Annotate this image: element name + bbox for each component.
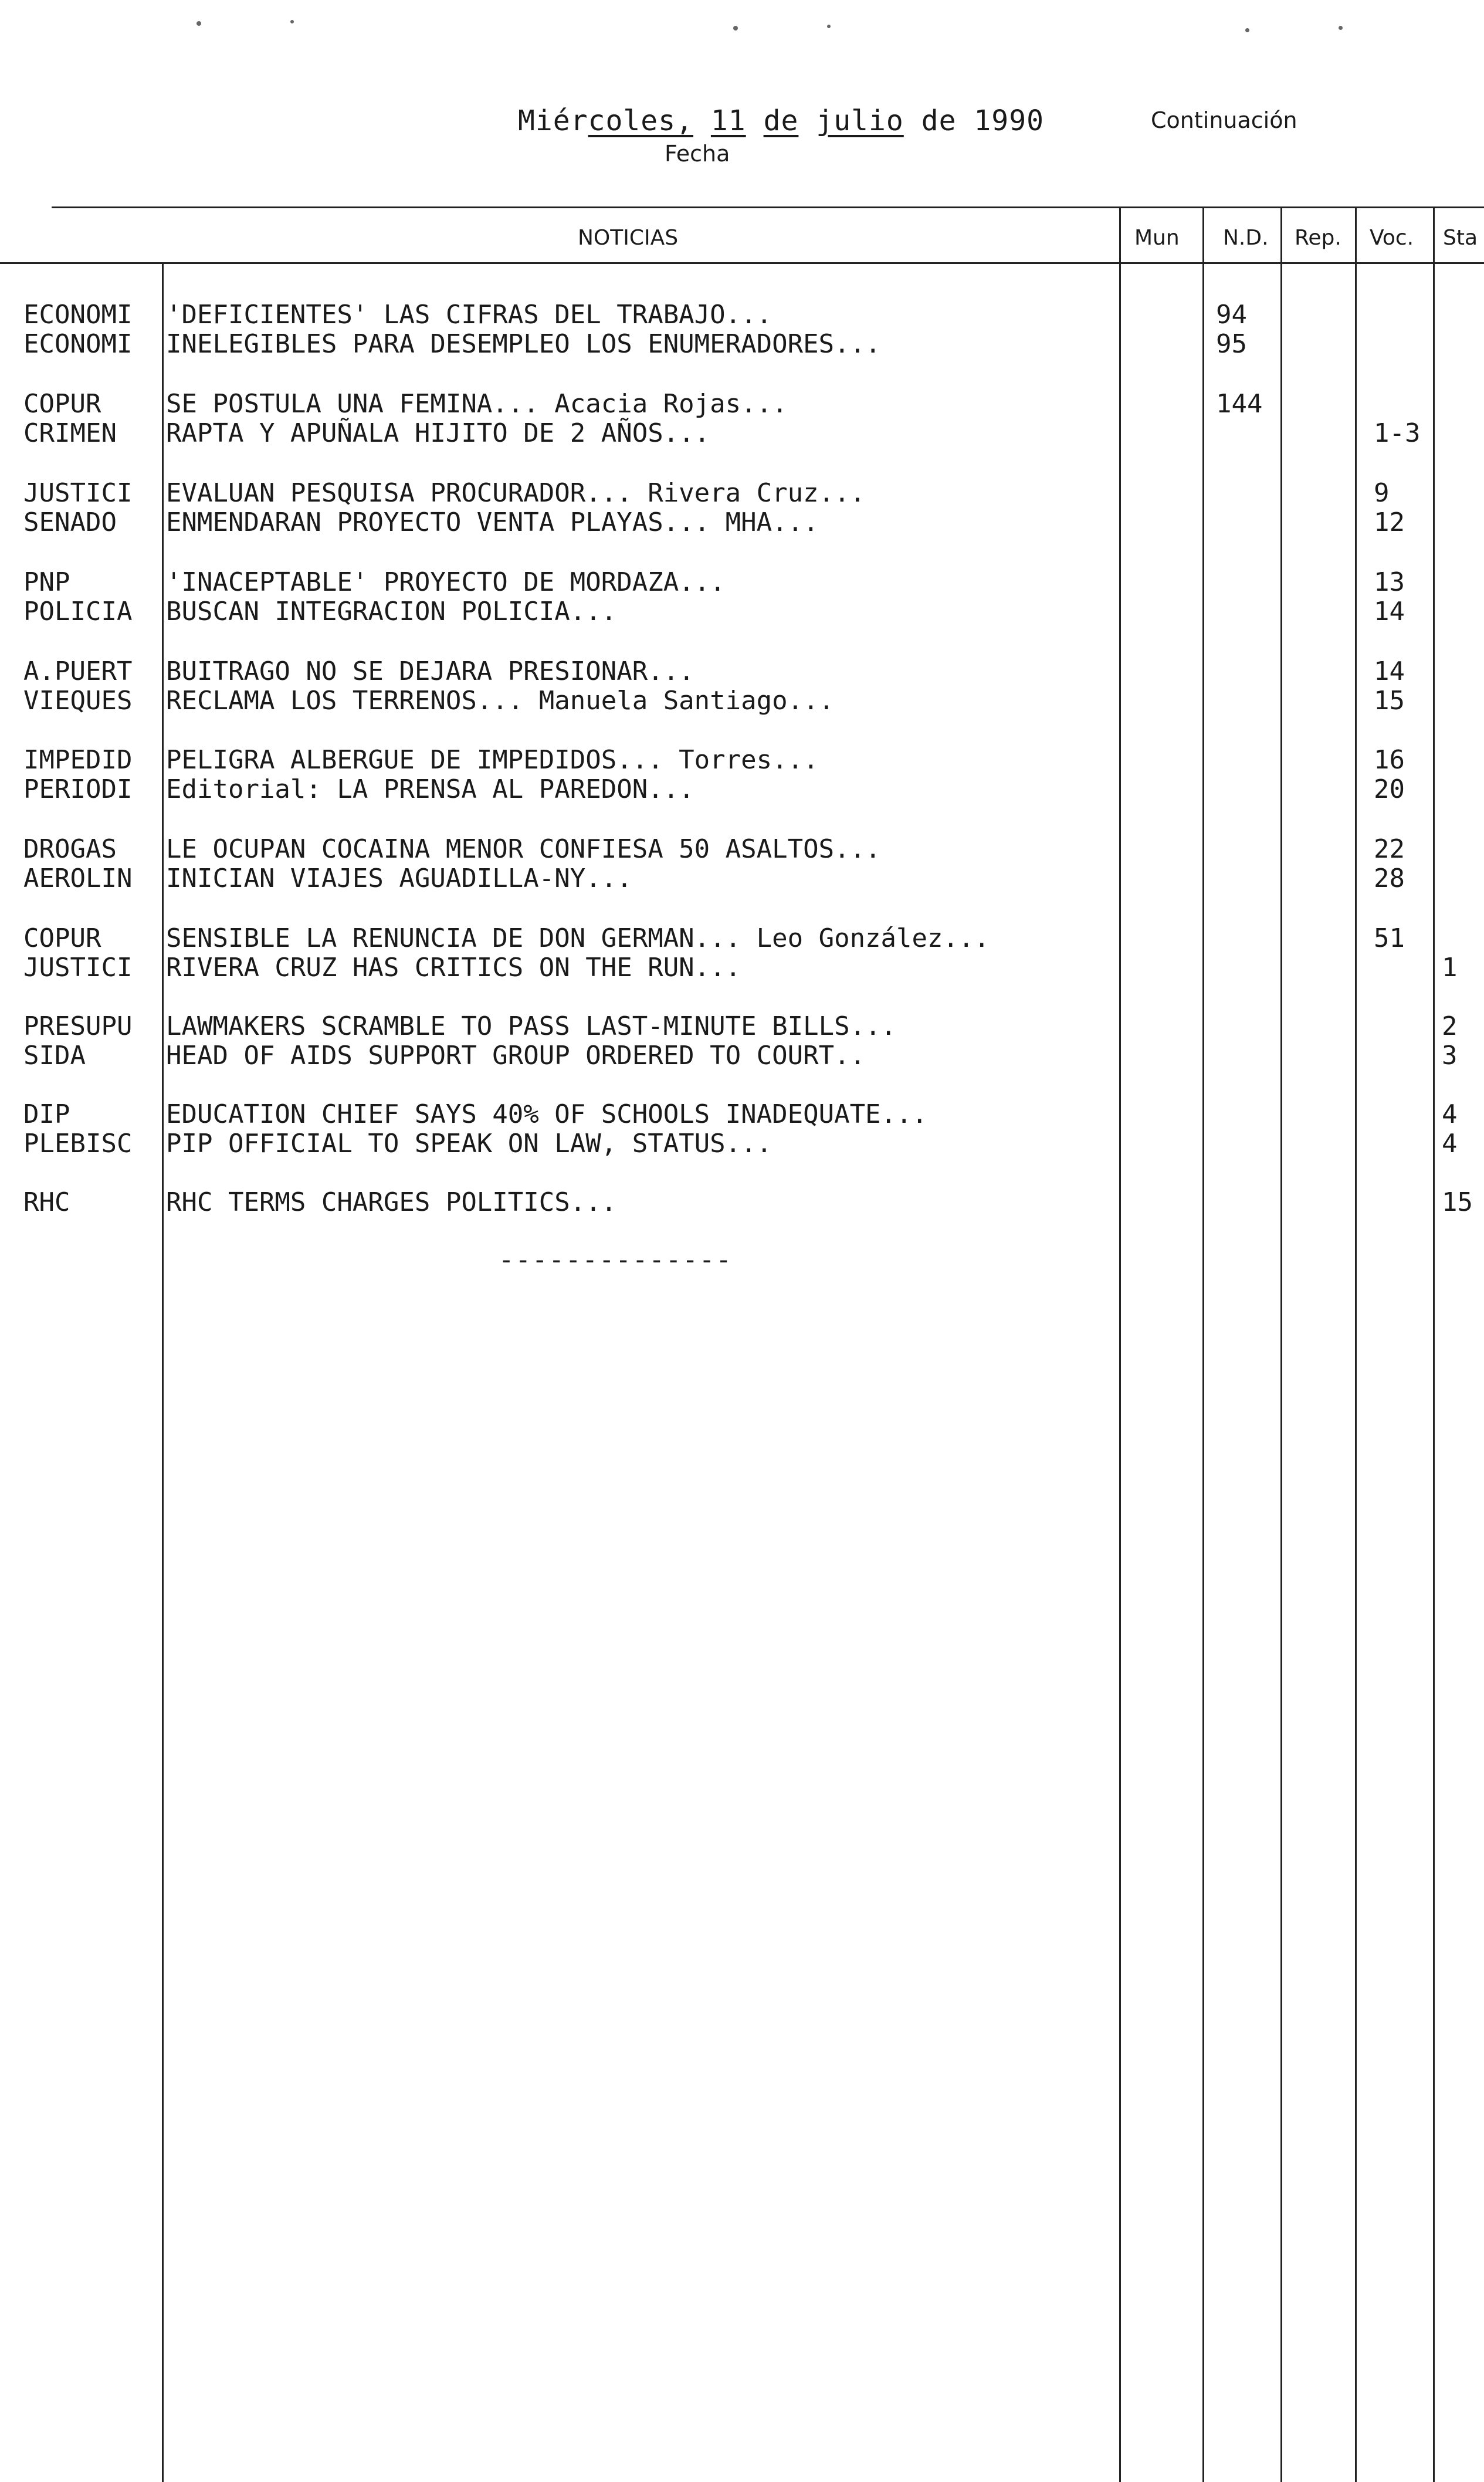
- headline-cell: EDUCATION CHIEF SAYS 40% OF SCHOOLS INADEQUATE...: [166, 1099, 928, 1129]
- category-cell: IMPEDID: [23, 745, 133, 775]
- day: 11: [710, 104, 746, 137]
- voc-cell: 51: [1374, 923, 1405, 953]
- headline-cell: HEAD OF AIDS SUPPORT GROUP ORDERED TO COURT..: [166, 1041, 866, 1071]
- sta-left-rule: [1433, 206, 1435, 2482]
- voc-cell: 15: [1374, 686, 1405, 716]
- headline-cell: BUSCAN INTEGRACION POLICIA...: [166, 597, 617, 627]
- nd-left-rule: [1202, 206, 1204, 2482]
- table-row: [0, 775, 1484, 804]
- category-cell: JUSTICI: [23, 478, 133, 508]
- voc-cell: 14: [1374, 597, 1405, 627]
- table-row: [0, 419, 1484, 448]
- mun-left-rule: [1119, 206, 1121, 2482]
- sta-cell: 2: [1442, 1011, 1458, 1041]
- category-cell: VIEQUES: [23, 686, 133, 716]
- voc-cell: 28: [1374, 864, 1405, 893]
- col-voc: Voc.: [1370, 226, 1414, 250]
- voc-cell: 9: [1374, 478, 1390, 508]
- table-row: [0, 746, 1484, 775]
- headline-cell: LAWMAKERS SCRAMBLE TO PASS LAST-MINUTE BILLS...: [166, 1011, 897, 1041]
- col-nd: N.D.: [1223, 226, 1269, 250]
- month: julio: [816, 104, 904, 137]
- headline-cell: RAPTA Y APUÑALA HIJITO DE 2 AÑOS...: [166, 418, 710, 448]
- weekday-suffix: coles,: [588, 104, 693, 137]
- col-noticias: NOTICIAS: [578, 226, 679, 250]
- headline-cell: EVALUAN PESQUISA PROCURADOR... Rivera Cruz...: [166, 478, 866, 508]
- category-cell: PERIODI: [23, 774, 133, 804]
- weekday-prefix: Miér: [518, 104, 588, 137]
- table-row: [0, 390, 1484, 419]
- table-row: [0, 330, 1484, 359]
- category-cell: A.PUERT: [23, 656, 133, 686]
- nd-cell: 144: [1216, 389, 1263, 419]
- headline-cell: ENMENDARAN PROYECTO VENTA PLAYAS... MHA...: [166, 507, 819, 537]
- sta-cell: 15: [1442, 1187, 1473, 1217]
- table-row: [0, 686, 1484, 716]
- table-row: [0, 1129, 1484, 1159]
- scan-speck: [827, 25, 831, 28]
- sta-cell: 4: [1442, 1129, 1458, 1159]
- nd-cell: 94: [1216, 300, 1247, 330]
- col-mun: Mun: [1134, 226, 1180, 250]
- table-row: [0, 1012, 1484, 1041]
- date-line: [518, 104, 1044, 137]
- sta-cell: 4: [1442, 1099, 1458, 1129]
- table-top-rule: [52, 206, 1484, 208]
- sta-cell: 3: [1442, 1041, 1458, 1071]
- category-cell: COPUR: [23, 389, 101, 419]
- table-row: [0, 1188, 1484, 1217]
- category-cell: SIDA: [23, 1041, 86, 1071]
- headline-cell: Editorial: LA PRENSA AL PAREDON...: [166, 774, 694, 804]
- voc-cell: 16: [1374, 745, 1405, 775]
- category-cell: SENADO: [23, 507, 117, 537]
- table-row: [0, 479, 1484, 508]
- category-cell: ECONOMI: [23, 329, 133, 359]
- year-part: de 1990: [921, 104, 1044, 137]
- category-cell: COPUR: [23, 923, 101, 953]
- headline-cell: 'DEFICIENTES' LAS CIFRAS DEL TRABAJO...: [166, 300, 773, 330]
- headline-cell: RECLAMA LOS TERRENOS... Manuela Santiago...: [166, 686, 835, 716]
- scan-speck: [1245, 28, 1249, 32]
- table-row: [0, 657, 1484, 686]
- scan-speck: [733, 26, 738, 31]
- voc-cell: 12: [1374, 507, 1405, 537]
- category-cell: AEROLIN: [23, 864, 133, 893]
- scan-speck: [196, 21, 201, 26]
- scan-speck: [290, 20, 294, 23]
- category-cell: JUSTICI: [23, 953, 133, 983]
- table-row: [0, 508, 1484, 537]
- headline-cell: INICIAN VIAJES AGUADILLA-NY...: [166, 864, 632, 893]
- end-marker: --------------: [499, 1245, 733, 1275]
- category-cell: POLICIA: [23, 597, 133, 627]
- headline-cell: LE OCUPAN COCAINA MENOR CONFIESA 50 ASALTOS...: [166, 834, 881, 864]
- voc-left-rule: [1355, 206, 1357, 2482]
- headline-cell: 'INACEPTABLE' PROYECTO DE MORDAZA...: [166, 567, 726, 597]
- voc-cell: 13: [1374, 567, 1405, 597]
- date-de: de: [763, 104, 799, 137]
- category-cell: DIP: [23, 1099, 70, 1129]
- table-row: [0, 953, 1484, 983]
- table-row: [0, 1041, 1484, 1071]
- col-rep: Rep.: [1295, 226, 1341, 250]
- category-cell: DROGAS: [23, 834, 117, 864]
- category-cell: ECONOMI: [23, 300, 133, 330]
- category-cell: PNP: [23, 567, 70, 597]
- continuation-label: Continuación: [1151, 107, 1297, 133]
- rep-left-rule: [1280, 206, 1282, 2482]
- category-cell: CRIMEN: [23, 418, 117, 448]
- headline-cell: PIP OFFICIAL TO SPEAK ON LAW, STATUS...: [166, 1129, 773, 1159]
- headline-cell: RHC TERMS CHARGES POLITICS...: [166, 1187, 617, 1217]
- voc-cell: 14: [1374, 656, 1405, 686]
- col-sta: Sta: [1443, 226, 1478, 250]
- table-row: [0, 300, 1484, 330]
- nd-cell: 95: [1216, 329, 1247, 359]
- headline-cell: SENSIBLE LA RENUNCIA DE DON GERMAN... Leo González...: [166, 923, 990, 953]
- table-header-rule: [0, 262, 1484, 264]
- headline-cell: SE POSTULA UNA FEMINA... Acacia Rojas...: [166, 389, 788, 419]
- headline-cell: RIVERA CRUZ HAS CRITICS ON THE RUN...: [166, 953, 741, 983]
- category-cell: PLEBISC: [23, 1129, 133, 1159]
- voc-cell: 22: [1374, 834, 1405, 864]
- table-row: [0, 597, 1484, 627]
- headline-cell: BUITRAGO NO SE DEJARA PRESIONAR...: [166, 656, 694, 686]
- category-cell: RHC: [23, 1187, 70, 1217]
- table-row: [0, 1100, 1484, 1129]
- table-row: [0, 864, 1484, 893]
- table-row: [0, 835, 1484, 864]
- fecha-label: Fecha: [665, 141, 730, 167]
- table-row: [0, 924, 1484, 953]
- voc-cell: 20: [1374, 774, 1405, 804]
- sta-cell: 1: [1442, 953, 1458, 983]
- scan-speck: [1339, 26, 1343, 30]
- table-row: [0, 568, 1484, 597]
- category-cell: PRESUPU: [23, 1011, 133, 1041]
- headline-cell: PELIGRA ALBERGUE DE IMPEDIDOS... Torres...: [166, 745, 819, 775]
- headline-cell: INELEGIBLES PARA DESEMPLEO LOS ENUMERADORES...: [166, 329, 881, 359]
- voc-cell: 1-3: [1374, 418, 1421, 448]
